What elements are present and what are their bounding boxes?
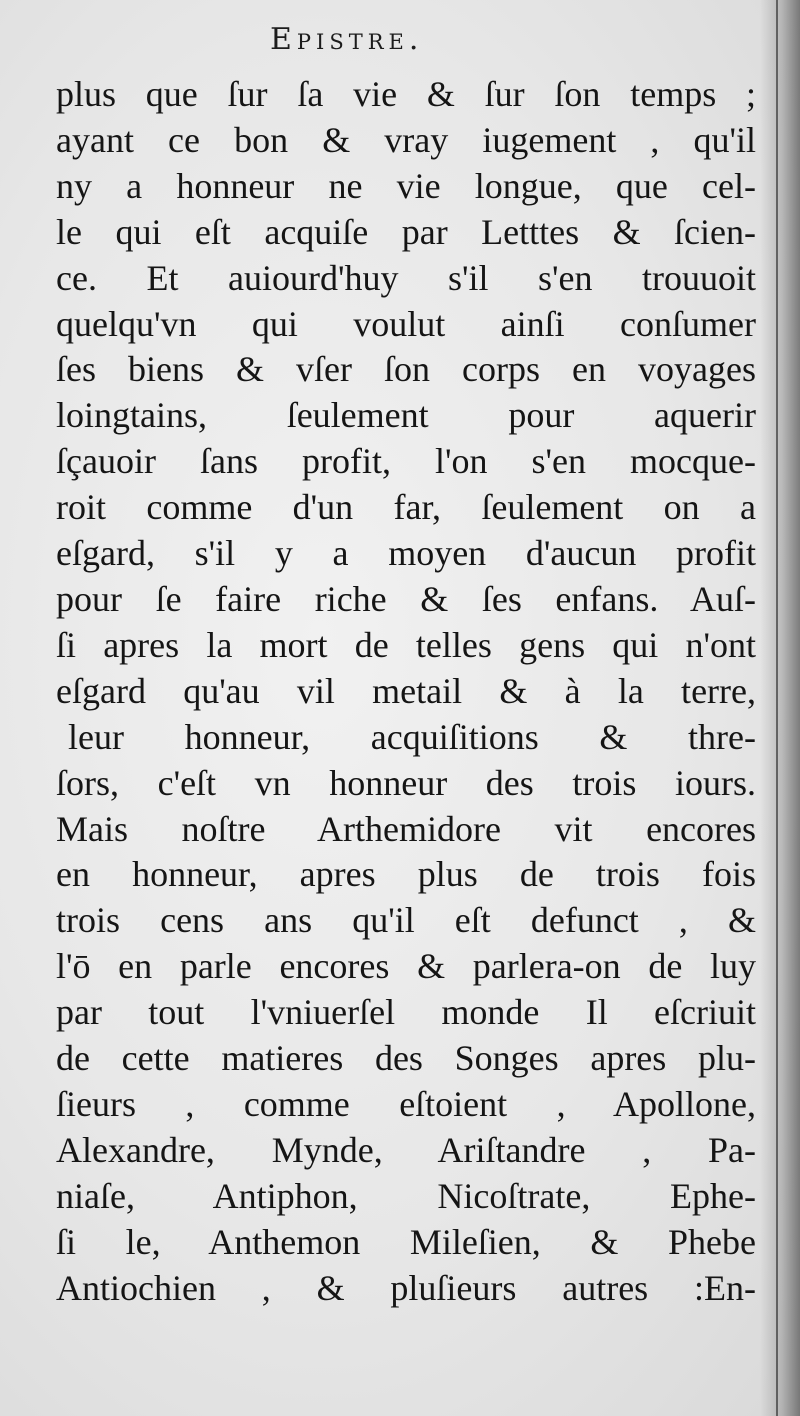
body-text (56, 72, 756, 1311)
text-line-18: en honneur, apres plus de trois fois (56, 854, 756, 895)
text-line-21: par tout l'vniuerſel monde Il eſcriuit (56, 992, 756, 1033)
text-line-11: eſgard, s'il y a moyen d'aucun profit (56, 533, 756, 574)
text-line-8: loingtains, ſeulement pour aquerir (56, 395, 756, 436)
text-line-2: ayant ce bon & vray iugement , qu'il (56, 119, 756, 160)
spine-shadow (760, 0, 800, 1416)
text-line-27: Antiochien , & pluſieurs autres :En- (56, 1267, 756, 1308)
text-line-25: niaſe, Antiphon, Nicoſtrate, Ephe- (56, 1175, 756, 1216)
text-line-17: Mais noſtre Arthemidore vit encores (56, 808, 756, 849)
text-line-24: Alexandre, Mynde, Ariſtandre , Pa- (56, 1129, 756, 1170)
text-line-14: eſgard qu'au vil metail & à la terre, (56, 670, 756, 711)
text-line-4: le qui eſt acquiſe par Letttes & ſcien- (56, 211, 756, 252)
text-line-1: plus que ſur ſa vie & ſur ſon temps ; (56, 74, 756, 114)
text-line-13: ſi apres la mort de telles gens qui n'ont (56, 624, 756, 665)
text-line-3: ny a honneur ne vie longue, que cel- (56, 165, 756, 206)
text-line-6: quelqu'vn qui voulut ainſi conſumer (56, 303, 756, 344)
text-line-26: ſi le, Anthemon Mileſien, & Phebe (56, 1221, 756, 1262)
text-line-22: de cette matieres des Songes apres plu- (56, 1038, 756, 1079)
text-line-16: ſors, c'eſt vn honneur des trois iours. (56, 762, 756, 803)
text-line-12: pour ſe faire riche & ſes enfans. Auſ- (56, 578, 756, 619)
text-line-20: l'ō en parle encores & parlera-on de luy (56, 946, 756, 987)
text-line-23: ſieurs , comme eſtoient , Apollone, (56, 1083, 756, 1124)
text-line-10: roit comme d'un far, ſeulement on a (56, 487, 756, 528)
text-line-5: ce. Et auiourd'huy s'il s'en trouuoit (56, 257, 756, 298)
running-head: Epistre. (270, 22, 424, 57)
text-line-9: ſçauoir ſans profit, l'on s'en mocque- (56, 441, 756, 482)
page-edge (776, 0, 778, 1416)
text-line-15: leur honneur, acquiſitions & thre- (68, 716, 756, 757)
text-line-7: ſes biens & vſer ſon corps en voyages (56, 349, 756, 390)
text-line-19: trois cens ans qu'il eſt defunct , & (56, 900, 756, 941)
